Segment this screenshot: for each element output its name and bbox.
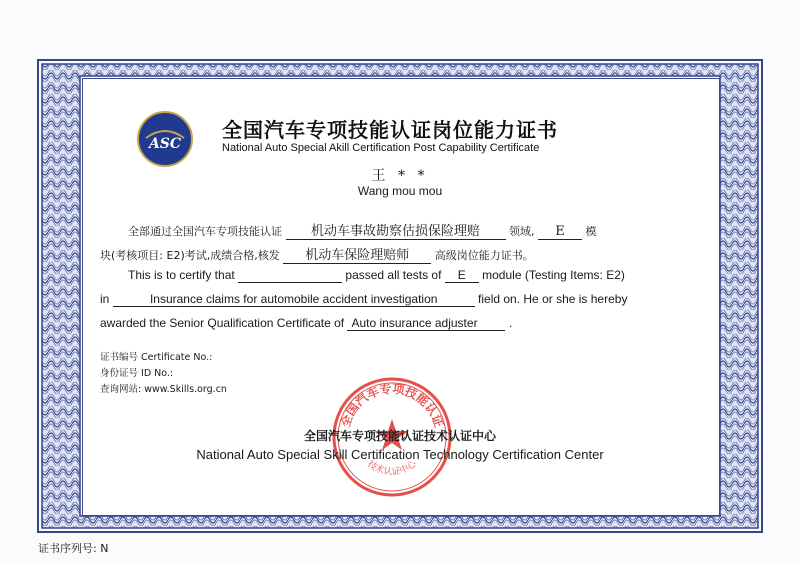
- title-chinese: 全国汽车专项技能认证岗位能力证书: [222, 118, 558, 142]
- website-label: 查询网站: www.Skills.org.cn: [100, 384, 227, 395]
- para-zh-2-suffix: 高级岗位能力证书。: [434, 249, 534, 262]
- post-en-value: Auto insurance adjuster: [347, 316, 505, 331]
- holder-name-blank: [238, 269, 342, 283]
- field-en-value: Insurance claims for automobile accident investigation: [113, 292, 475, 307]
- holder-name-chinese: 王 * *: [371, 168, 429, 184]
- field-zh-value: 机动车事故勘察估损保险理赔: [286, 220, 506, 240]
- post-zh-value: 机动车保险理赔师: [283, 244, 431, 264]
- serial-number-label: 证书序列号: N: [38, 542, 109, 555]
- para-zh-1-prefix: 全部通过全国汽车专项技能认证: [128, 225, 282, 238]
- paragraph-zh-line1: [128, 220, 597, 240]
- en-3-b: .: [508, 316, 513, 330]
- paragraph-en-line2: [100, 292, 627, 307]
- module-zh-value: E: [538, 224, 582, 240]
- holder-name-english: Wang mou mou: [357, 184, 443, 198]
- en-3-a: awarded the Senior Qualification Certificate of: [100, 316, 345, 330]
- en-2-a: in: [100, 292, 110, 306]
- asc-logo-icon: [136, 110, 194, 168]
- svg-text:全国汽车专项技能认证: 全国汽车专项技能认证: [338, 381, 446, 430]
- para-zh-2-prefix: 块(考核项目: E2)考试,成绩合格,核发: [100, 249, 280, 262]
- issuer-chinese: 全国汽车专项技能认证技术认证中心: [303, 429, 496, 443]
- paragraph-zh-line2: [100, 244, 534, 264]
- certificate-number-label: 证书编号 Certificate No.:: [100, 352, 213, 363]
- en-1-a: This is to certify that: [128, 268, 235, 282]
- en-1-b: passed all tests of: [345, 268, 442, 282]
- id-number-label: 身份证号 ID No.:: [100, 368, 174, 379]
- title-english: National Auto Special Akill Certification Post Capability Certificate: [222, 142, 540, 154]
- en-2-b: field on. He or she is hereby: [478, 292, 628, 306]
- svg-text:技术认证中心: 技术认证中心: [365, 459, 419, 478]
- module-en-value: E: [445, 268, 479, 283]
- svg-text:ASC: ASC: [148, 136, 182, 152]
- para-zh-1-suffix: 模: [585, 225, 597, 238]
- issuer-english: National Auto Special Skill Certification Technology Certification Center: [196, 447, 604, 462]
- en-1-c: module (Testing Items: E2): [482, 268, 625, 282]
- para-zh-1-mid: 领域,: [509, 225, 535, 238]
- paragraph-en-line3: [100, 316, 512, 331]
- paragraph-en-line1: [128, 268, 625, 283]
